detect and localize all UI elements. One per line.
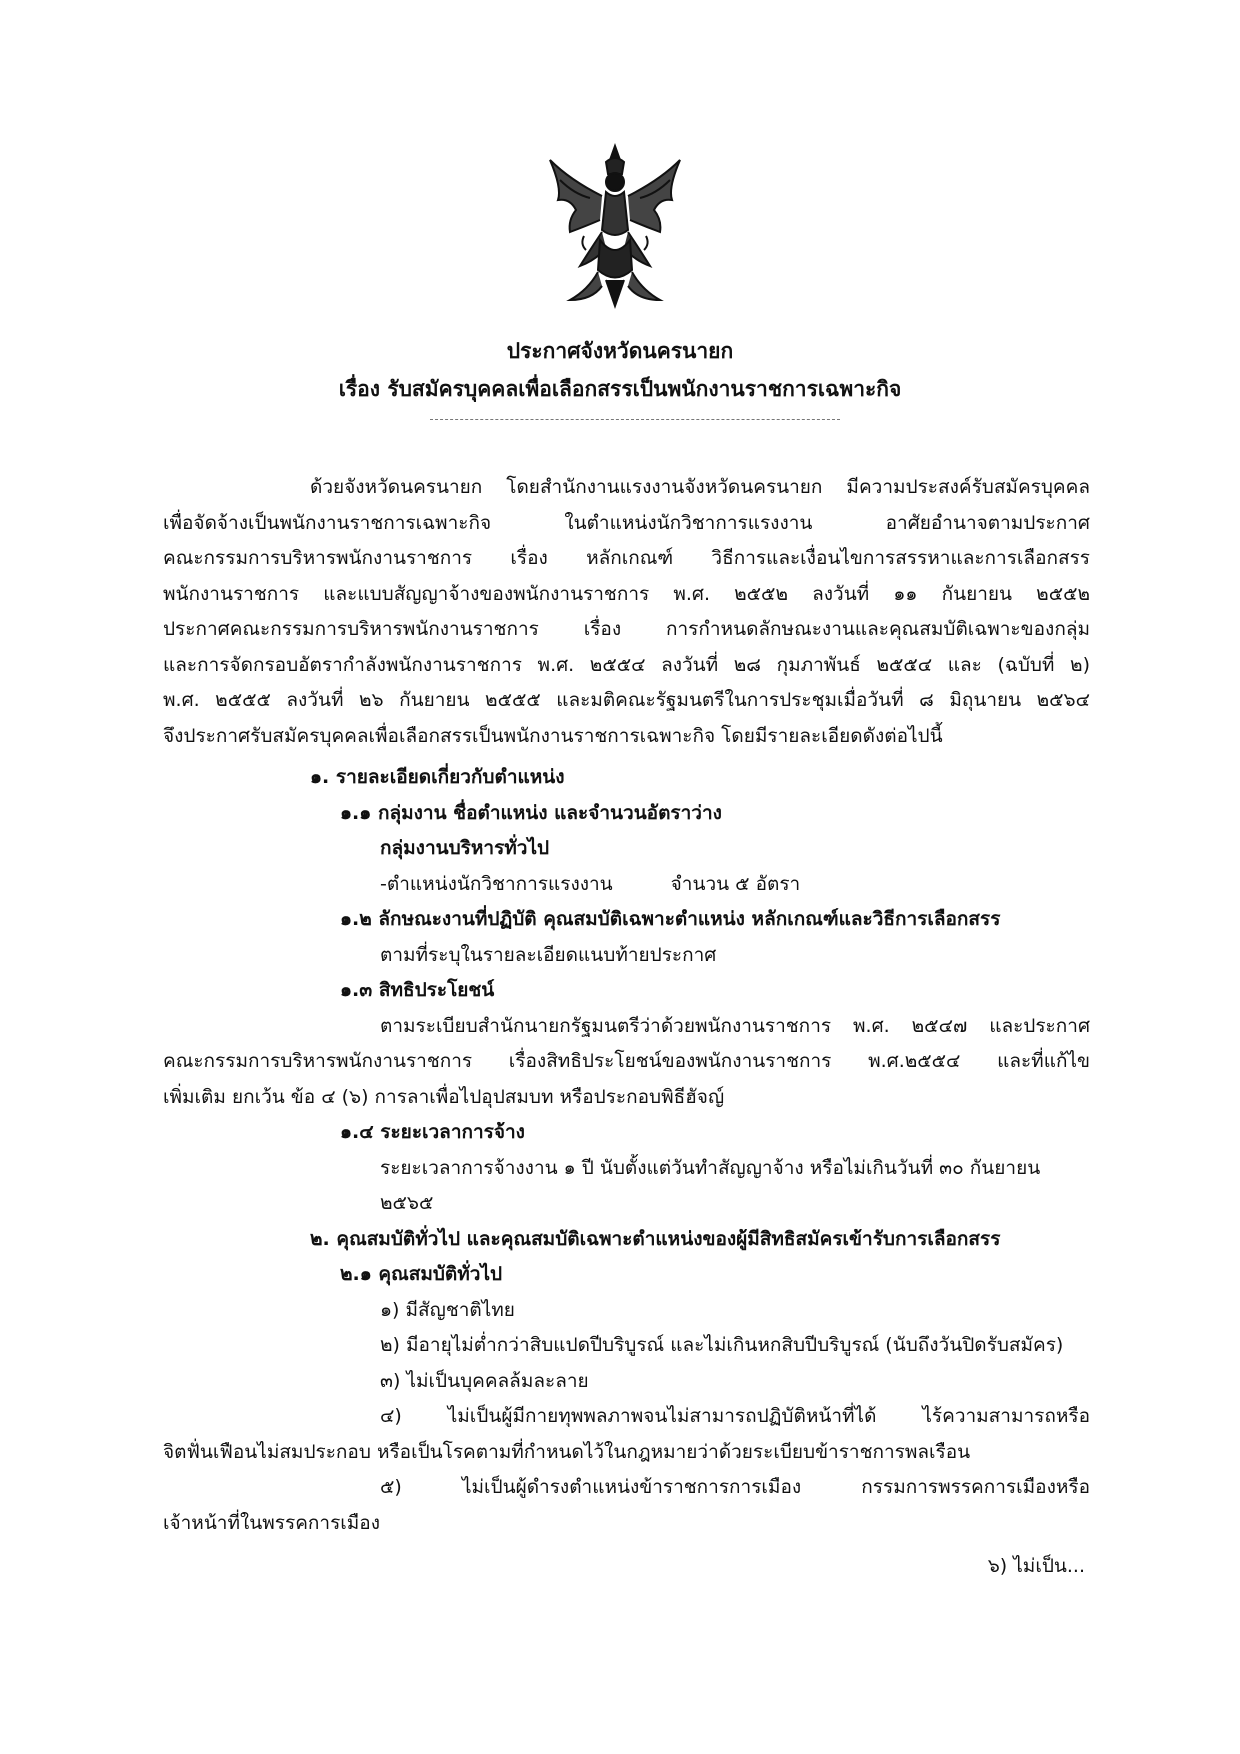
- section-1-4-text: ระยะเวลาการจ้างงาน ๑ ปี นับตั้งแต่วันทำสัญญาจ้าง หรือไม่เกินวันที่ ๓๐ กันยายน ๒๕๖๕: [380, 1156, 1041, 1214]
- section-2-heading: ๒. คุณสมบัติทั่วไป และคุณสมบัติเฉพาะตำแหน่งของผู้มีสิทธิสมัครเข้ารับการเลือกสรร: [310, 1227, 1001, 1250]
- intro-line: จึงประกาศรับสมัครบุคคลเพื่อเลือกสรรเป็นพนักงานราชการเฉพาะกิจ โดยมีรายละเอียดดังต่อไปนี้: [163, 724, 943, 747]
- section-1-2-text: ตามที่ระบุในรายละเอียดแนบท้ายประกาศ: [380, 943, 717, 966]
- document-body: [163, 470, 1090, 1585]
- qualification-item: ๒) มีอายุไม่ต่ำกว่าสิบแปดปีบริบูรณ์ และไม่เกินหกสิบปีบริบูรณ์ (นับถึงวันปิดรับสมัคร): [380, 1334, 1064, 1356]
- qualification-item: ๓) ไม่เป็นบุคคลล้มละลาย: [380, 1369, 589, 1392]
- qualification-line: ๕) ไม่เป็นผู้ดำรงตำแหน่งข้าราชการการเมือง กรรมการพรรคการเมืองหรือ: [380, 1476, 1090, 1498]
- section-1-4-heading: ๑.๔ ระยะเวลาการจ้าง: [340, 1121, 525, 1143]
- qualification-line: ๔) ไม่เป็นผู้มีกายทุพพลภาพจนไม่สามารถปฏิบัติหน้าที่ได้ ไร้ความสามารถหรือ: [380, 1405, 1090, 1427]
- section-1-2-heading: ๑.๒ ลักษณะงานที่ปฏิบัติ คุณสมบัติเฉพาะตำแหน่ง หลักเกณฑ์และวิธีการเลือกสรร: [340, 908, 1001, 930]
- qualification-item-5: [163, 1470, 1090, 1541]
- benefits-paragraph: [163, 1009, 1090, 1116]
- garuda-emblem-icon: [540, 140, 690, 310]
- intro-line: และการจัดกรอบอัตรากำลังพนักงานราชการ พ.ศ. ๒๕๕๔ ลงวันที่ ๒๘ กุมภาพันธ์ ๒๕๕๔ และ (ฉบับที่ ๒): [163, 653, 1090, 676]
- section-1-heading: ๑. รายละเอียดเกี่ยวกับตำแหน่ง: [310, 766, 565, 788]
- position-count: จำนวน ๕ อัตรา: [670, 872, 801, 895]
- qualification-item: ๑) มีสัญชาติไทย: [380, 1298, 515, 1321]
- title-divider: [430, 419, 840, 420]
- section-1-1-heading: ๑.๑ กลุ่มงาน ชื่อตำแหน่ง และจำนวนอัตราว่าง: [340, 801, 722, 824]
- position-name: -ตำแหน่งนักวิชาการแรงงาน: [380, 872, 613, 895]
- qualification-line: จิตฟั่นเฟือนไม่สมประกอบ หรือเป็นโรคตามที่กำหนดไว้ในกฎหมายว่าด้วยระเบียบข้าราชการพลเรือน: [163, 1440, 971, 1463]
- continuation-marker: ๖) ไม่เป็น...: [987, 1555, 1085, 1577]
- announcement-subject: เรื่อง รับสมัครบุคคลเพื่อเลือกสรรเป็นพนักงานราชการเฉพาะกิจ: [338, 377, 902, 401]
- work-group-name: กลุ่มงานบริหารทั่วไป: [380, 837, 550, 859]
- qualification-line: เจ้าหน้าที่ในพรรคการเมือง: [163, 1511, 380, 1534]
- benefits-line: คณะกรรมการบริหารพนักงานราชการ เรื่องสิทธิประโยชน์ของพนักงานราชการ พ.ศ.๒๕๕๔ และที่แก้ไข: [163, 1050, 1090, 1072]
- intro-line: เพื่อจัดจ้างเป็นพนักงานราชการเฉพาะกิจ ในตำแหน่งนักวิชาการแรงงาน อาศัยอำนาจตามประกาศ: [163, 511, 1090, 534]
- intro-paragraph: [163, 470, 1090, 754]
- intro-line: ประกาศคณะกรรมการบริหารพนักงานราชการ เรื่อง การกำหนดลักษณะงานและคุณสมบัติเฉพาะของกลุ่ม: [163, 618, 1090, 640]
- section-2-1-heading: ๒.๑ คุณสมบัติทั่วไป: [340, 1263, 503, 1285]
- position-row: [163, 867, 1090, 903]
- intro-line: คณะกรรมการบริหารพนักงานราชการ เรื่อง หลักเกณฑ์ วิธีการและเงื่อนไขการสรรหาและการเลือกสรร: [163, 547, 1090, 569]
- announcement-title: ประกาศจังหวัดนครนายก: [506, 339, 734, 363]
- section-1-3-heading: ๑.๓ สิทธิประโยชน์: [340, 979, 495, 1001]
- intro-line: ด้วยจังหวัดนครนายก โดยสำนักงานแรงงานจังหวัดนครนายก มีความประสงค์รับสมัครบุคคล: [310, 476, 1090, 498]
- intro-line: พนักงานราชการ และแบบสัญญาจ้างของพนักงานราชการ พ.ศ. ๒๕๕๒ ลงวันที่ ๑๑ กันยายน ๒๕๕๒: [163, 582, 1090, 605]
- benefits-line: เพิ่มเติม ยกเว้น ข้อ ๔ (๖) การลาเพื่อไปอุปสมบท หรือประกอบพิธีฮัจญ์: [163, 1085, 725, 1108]
- intro-line: พ.ศ. ๒๕๕๕ ลงวันที่ ๒๖ กันยายน ๒๕๕๕ และมติคณะรัฐมนตรีในการประชุมเมื่อวันที่ ๘ มิถุนายน ๒๕๖๔: [163, 689, 1090, 711]
- benefits-line: ตามระเบียบสำนักนายกรัฐมนตรีว่าด้วยพนักงานราชการ พ.ศ. ๒๕๔๗ และประกาศ: [380, 1014, 1090, 1037]
- qualification-item-4: [163, 1399, 1090, 1470]
